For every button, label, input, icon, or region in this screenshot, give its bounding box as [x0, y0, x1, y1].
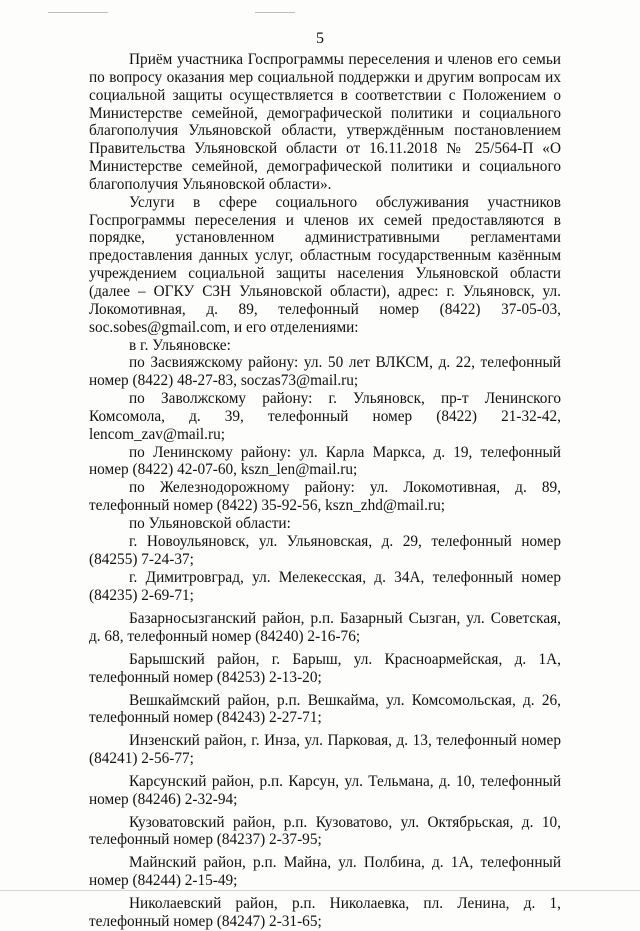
list-item: Кузоватовский район, р.п. Кузоватово, ул. Октябрьская, д. 10, телефонный номер (84237) 2-37-95; [89, 813, 561, 849]
list-item: Инзенский район, г. Инза, ул. Парковая, д. 13, телефонный номер (84241) 2-56-77; [89, 732, 561, 768]
list-item: по Железнодорожному району: ул. Локомотивная, д. 89, телефонный номер (8422) 35-92-56, kszn_zhd@mail.ru; [89, 479, 561, 515]
list-item: по Ленинскому району: ул. Карла Маркса, д. 19, телефонный номер (8422) 42-07-60, kszn_len@mail.ru; [89, 443, 561, 479]
list-item: Карсунский район, р.п. Карсун, ул. Тельмана, д. 10, телефонный номер (84246) 2-32-94; [89, 772, 561, 808]
paragraph-services: Услуги в сфере социального обслуживания участников Госпрограммы переселения и членов их семей предоставляются в порядке, установленном административными регламентами предоставления данных услуг, областным государственным казённым учреждением социальной защиты населения Ульяновской области (далее – ОГКУ СЗН Ульяновской области), адрес: г. Ульяновск, ул. Локомотивная, д. 89, телефонный номер (8422) 37-05-03, soc.sobes@gmail.com, и его отделениями: [89, 193, 561, 336]
scan-edge-line [0, 890, 640, 891]
list-item: Вешкаймский район, р.п. Вешкайма, ул. Комсомольская, д. 26, телефонный номер (84243) 2-27-71; [89, 691, 561, 727]
list-item: Базарносызганский район, р.п. Базарный Сызган, ул. Советская, д. 68, телефонный номер (84240) 2-16-76; [89, 610, 561, 645]
list-item: по Засвияжскому району: ул. 50 лет ВЛКСМ, д. 22, телефонный номер (8422) 48-27-83, soczas73@mail.ru; [89, 354, 561, 390]
list-heading-ulyanovsk: в г. Ульяновске: [129, 336, 231, 354]
page-number: 5 [316, 30, 324, 47]
list-heading-region: по Ульяновской области: [129, 514, 291, 532]
list-item: по Заволжскому району: г. Ульяновск, пр-т Ленинского Комсомола, д. 39, телефонный номер (8422) 21-32-42, lencom_zav@mail.ru; [89, 390, 561, 443]
document-body [89, 51, 561, 931]
paragraph-reception: Приём участника Госпрограммы переселения и членов его семьи по вопросу оказания мер социальной поддержки и другим вопросам их социальной защиты осуществляется в соответствии с Положением о Министерстве семейной, демографической политики и социального благополучия Ульяновской области, утверждённым постановлением Правительства Ульяновской области от 16.11.2018 № 25/564-П «О Министерстве семейной, демографической политики и социального благополучия Ульяновской области». [89, 51, 561, 193]
list-item: Барышский район, г. Барыш, ул. Красноармейская, д. 1А, телефонный номер (84253) 2-13-20; [89, 650, 561, 686]
scan-artifact-line [48, 12, 108, 13]
list-item: г. Димитровград, ул. Мелекесская, д. 34А, телефонный номер (84235) 2-69-71; [89, 569, 561, 605]
scan-artifact-line [255, 12, 295, 13]
list-item: г. Новоульяновск, ул. Ульяновская, д. 29, телефонный номер (84255) 7-24-37; [89, 532, 561, 568]
list-item: Майнский район, р.п. Майна, ул. Полбина, д. 1А, телефонный номер (84244) 2-15-49; [89, 854, 561, 890]
list-item: Николаевский район, р.п. Николаевка, пл. Ленина, д. 1, телефонный номер (84247) 2-31-65; [89, 894, 561, 930]
